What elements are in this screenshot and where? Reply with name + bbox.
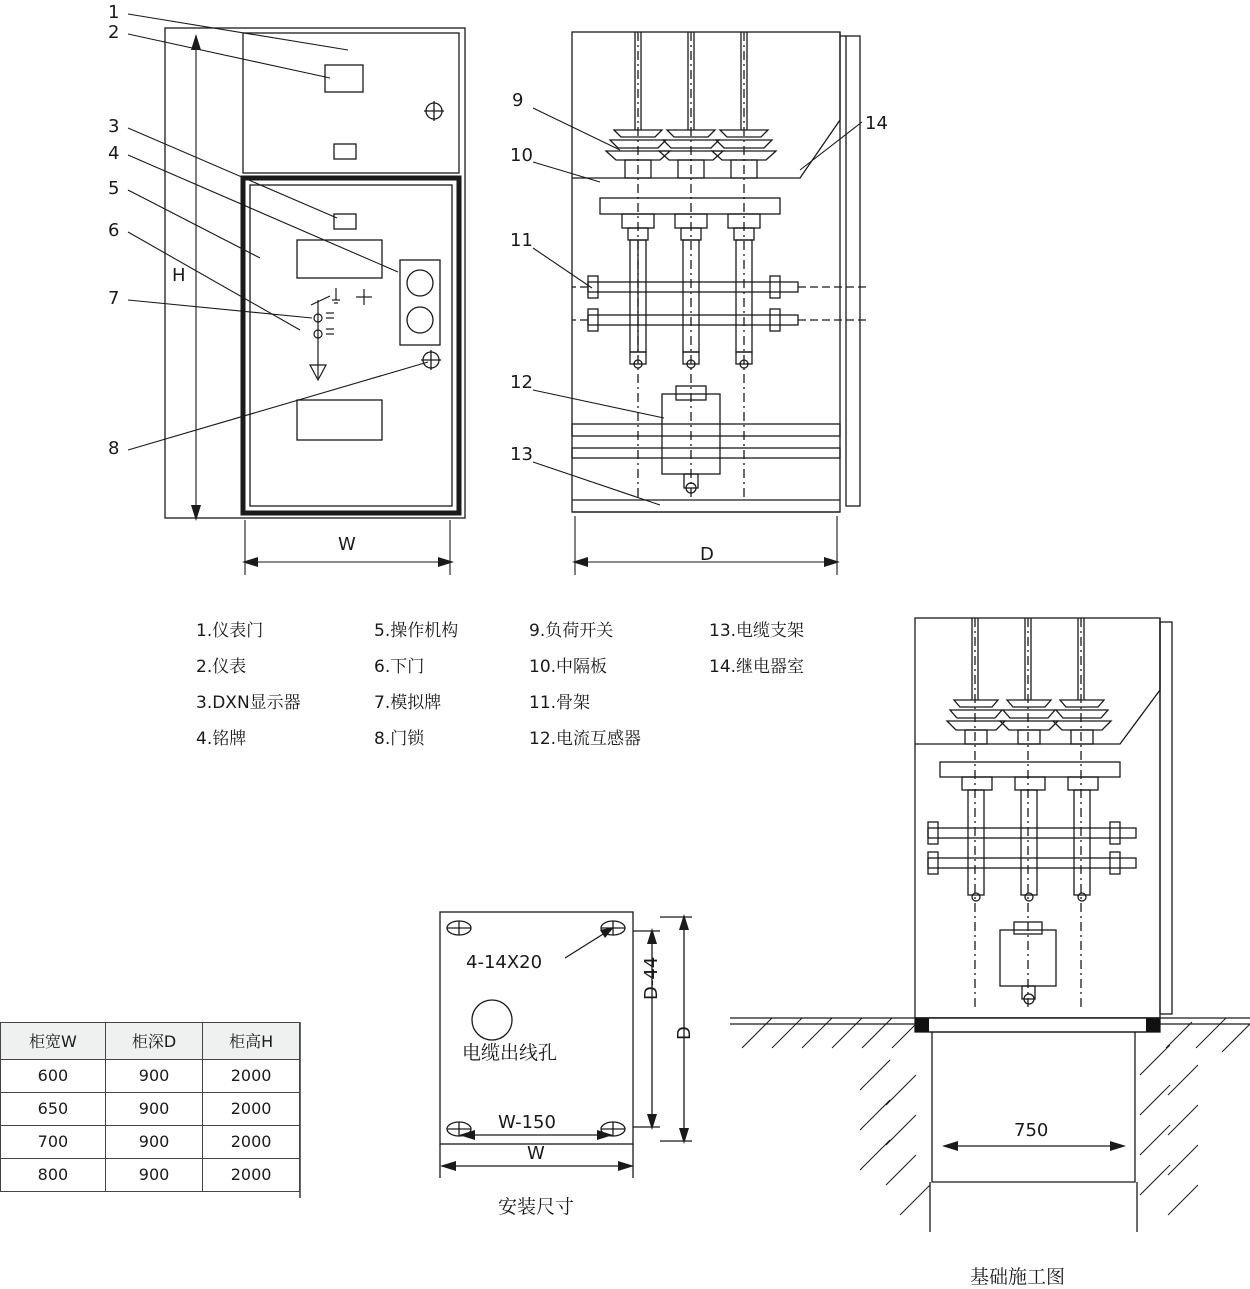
side-view-cabinet xyxy=(572,32,866,512)
legend-item xyxy=(709,728,859,750)
callout-14: 14 xyxy=(865,113,888,134)
front-callout-leaders xyxy=(128,14,428,450)
cell-width: 600 xyxy=(1,1060,106,1093)
legend-item: 13.电缆支架 xyxy=(709,621,805,641)
caption-foundation-drawing: 基础施工图 xyxy=(970,1266,1066,1288)
legend-item: 9.负荷开关 xyxy=(529,621,614,641)
callout-8: 8 xyxy=(108,438,120,459)
front-view-cabinet xyxy=(165,28,465,518)
legend-item: 3.DXN显示器 xyxy=(196,693,301,713)
cell-depth: 900 xyxy=(105,1093,202,1126)
table-row xyxy=(1,1060,300,1093)
table-row xyxy=(1,1126,300,1159)
legend-item: 12.电流互感器 xyxy=(529,729,642,749)
dim-depth-label: D xyxy=(700,544,714,565)
callout-7: 7 xyxy=(108,288,120,309)
callout-6: 6 xyxy=(108,220,120,241)
legend-list xyxy=(196,620,856,750)
callout-5: 5 xyxy=(108,178,120,199)
dim-mount-depth: D xyxy=(674,1026,695,1040)
cell-width: 800 xyxy=(1,1159,106,1192)
col-header-height: 柜高H xyxy=(203,1023,300,1060)
table-row xyxy=(1,1159,300,1192)
cell-height: 2000 xyxy=(203,1093,300,1126)
callout-13: 13 xyxy=(510,444,533,465)
cell-depth: 900 xyxy=(105,1126,202,1159)
legend-item xyxy=(709,692,859,714)
cell-width: 700 xyxy=(1,1126,106,1159)
dim-height-label: H xyxy=(172,265,186,286)
legend-item: 5.操作机构 xyxy=(374,621,459,641)
dim-foundation-width: 750 xyxy=(1014,1120,1049,1141)
dim-mount-depth-inner: D-44 xyxy=(641,956,662,1000)
legend-item: 1.仪表门 xyxy=(196,621,264,641)
legend-item: 14.继电器室 xyxy=(709,657,805,677)
legend-item: 6.下门 xyxy=(374,657,425,677)
dim-mount-width-inner: W-150 xyxy=(498,1112,556,1133)
col-header-depth: 柜深D xyxy=(105,1023,202,1060)
cell-depth: 900 xyxy=(105,1159,202,1192)
cell-height: 2000 xyxy=(203,1159,300,1192)
legend-item: 2.仪表 xyxy=(196,657,247,677)
callout-11: 11 xyxy=(510,230,533,251)
legend-item: 11.骨架 xyxy=(529,693,591,713)
callout-4: 4 xyxy=(108,143,120,164)
cell-height: 2000 xyxy=(203,1126,300,1159)
spec-table xyxy=(0,1022,300,1192)
dim-cable-hole-label: 电缆出线孔 xyxy=(462,1042,558,1064)
callout-9: 9 xyxy=(512,90,524,111)
table-header-row xyxy=(1,1023,300,1060)
legend-item: 7.模拟牌 xyxy=(374,693,442,713)
legend-item: 8.门锁 xyxy=(374,729,425,749)
callout-2: 2 xyxy=(108,22,120,43)
mimic-diagram xyxy=(310,288,372,380)
front-view-dimensions xyxy=(180,34,454,575)
dim-mount-width: W xyxy=(527,1143,545,1164)
caption-install-dimensions: 安装尺寸 xyxy=(498,1196,575,1218)
callout-10: 10 xyxy=(510,145,533,166)
cell-height: 2000 xyxy=(203,1060,300,1093)
legend-item: 10.中隔板 xyxy=(529,657,608,677)
callout-3: 3 xyxy=(108,116,120,137)
side-callout-leaders xyxy=(533,108,862,505)
callout-12: 12 xyxy=(510,372,533,393)
cell-width: 650 xyxy=(1,1093,106,1126)
col-header-width: 柜宽W xyxy=(1,1023,106,1060)
legend-item: 4.铭牌 xyxy=(196,729,247,749)
door-lock xyxy=(424,101,444,121)
load-switch xyxy=(572,198,866,368)
dim-width-label: W xyxy=(338,534,356,555)
cell-depth: 900 xyxy=(105,1060,202,1093)
dim-hole-spec: 4-14X20 xyxy=(466,952,543,973)
callout-1: 1 xyxy=(108,2,120,23)
table-row xyxy=(1,1093,300,1126)
